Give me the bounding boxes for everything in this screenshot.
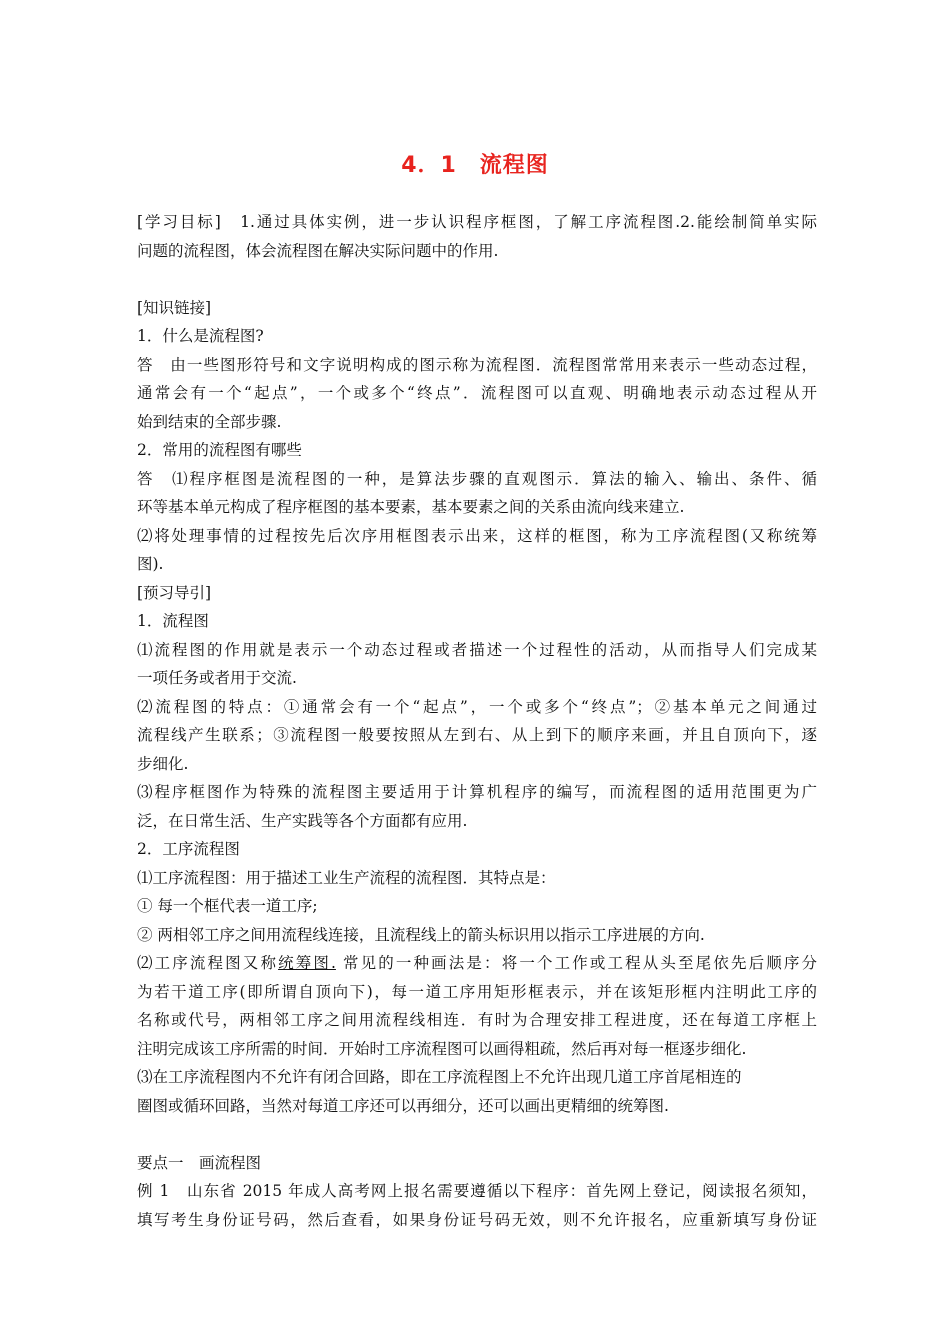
preview-section-1-title: 1．流程图 [137,612,209,630]
knowledge-question-1: 1．什么是流程图? [137,327,264,345]
goals-line-1: [学习目标] 1.通过具体实例，进一步认识程序框图，了解工序流程图.2.能绘制简单实际 [137,213,817,231]
preview-q1-line-3: ② 两相邻工序之间用流程线连接，且流程线上的箭头标识用以指示工序进展的方向. [137,925,705,944]
knowledge-question-2: 2．常用的流程图有哪些 [137,441,302,459]
preview-q3-line-1: ⑶在工序流程图内不允许有闭合回路，即在工序流程图上不允许出现几道工序首尾相连的 [137,1068,742,1086]
preview-q2-underlined: 统筹图. [278,954,336,972]
preview-q2-line-2: 为若干道工序(即所谓自顶向下)，每一道工序用矩形框表示，并在该矩形框内注明此工序的 [137,982,817,1001]
preview-p2-line-2: 流程线产生联系；③流程图一般要按照从左到右、从上到下的顺序来画，并且自顶向下，逐 [137,726,817,744]
preview-p3-line-2: 泛，在日常生活、生产实践等各个方面都有应用. [137,811,468,830]
knowledge-answer-1-line-2: 通常会有一个“起点”，一个或多个“终点”．流程图可以直观、明确地表示动态过程从开 [137,384,817,402]
preview-q2-line-4: 注明完成该工序所需的时间．开始时工序流程图可以画得粗疏，然后再对每一框逐步细化. [137,1039,747,1058]
preview-p2-line-1: ⑵流程图的特点：①通常会有一个“起点”，一个或多个“终点”；②基本单元之间通过 [137,697,817,716]
keypoint-heading: 要点一 画流程图 [137,1153,262,1172]
preview-p1-line-2: 一项任务或者用于交流. [137,669,297,687]
preview-p3-line-1: ⑶程序框图作为特殊的流程图主要适用于计算机程序的编写，而流程图的适用范围更为广 [137,783,817,801]
knowledge-heading: [知识链接] [137,298,212,317]
preview-q2-prefix: ⑵工序流程图又称 [137,954,279,972]
knowledge-answer-2-line-1: 答 ⑴程序框图是流程图的一种，是算法步骤的直观图示．算法的输入、输出、条件、循 [137,469,817,488]
preview-p2-line-3: 步细化. [137,754,189,773]
preview-q1-line-1: ⑴工序流程图：用于描述工业生产流程的流程图．其特点是： [137,868,556,887]
goals-line-2: 问题的流程图，体会流程图在解决实际问题中的作用. [137,241,499,260]
preview-q2-suffix: 常见的一种画法是：将一个工作或工程从头至尾依先后顺序分 [335,954,817,972]
document-body [137,208,817,1234]
preview-q2-line-1 [137,949,817,978]
example-line-2: 填写考生身份证号码，然后查看，如果身份证号码无效，则不允许报名，应重新填写身份证 [137,1210,817,1229]
preview-q1-line-2: ① 每一个框代表一道工序; [137,897,318,915]
page-title: 4．1 流程图 [401,153,549,178]
knowledge-answer-1-line-3: 始到结束的全部步骤. [137,412,282,431]
knowledge-answer-1-line-1: 答 由一些图形符号和文字说明构成的图示称为流程图．流程图常常用来表示一些动态过程， [137,355,817,374]
preview-q2-line-3: 名称或代号，两相邻工序之间用流程线相连．有时为合理安排工程进度，还在每道工序框上 [137,1011,817,1029]
preview-heading: [预习导引] [137,583,212,602]
knowledge-answer-2-line-2: 环等基本单元构成了程序框图的基本要素，基本要素之间的关系由流向线来建立. [137,498,685,516]
example-line-1: 例 1 山东省 2015 年成人高考网上报名需要遵循以下程序：首先网上登记，阅读报名须知， [137,1182,817,1200]
knowledge-answer-2-line-3: ⑵将处理事情的过程按先后次序用框图表示出来，这样的框图，称为工序流程图(又称统筹 [137,526,817,545]
preview-section-2-title: 2．工序流程图 [137,840,240,858]
preview-q3-line-2: 圈图或循环回路，当然对每道工序还可以再细分，还可以画出更精细的统筹图. [137,1096,669,1115]
knowledge-answer-2-line-4: 图). [137,555,164,573]
preview-p1-line-1: ⑴流程图的作用就是表示一个动态过程或者描述一个过程性的活动，从而指导人们完成某 [137,640,817,659]
